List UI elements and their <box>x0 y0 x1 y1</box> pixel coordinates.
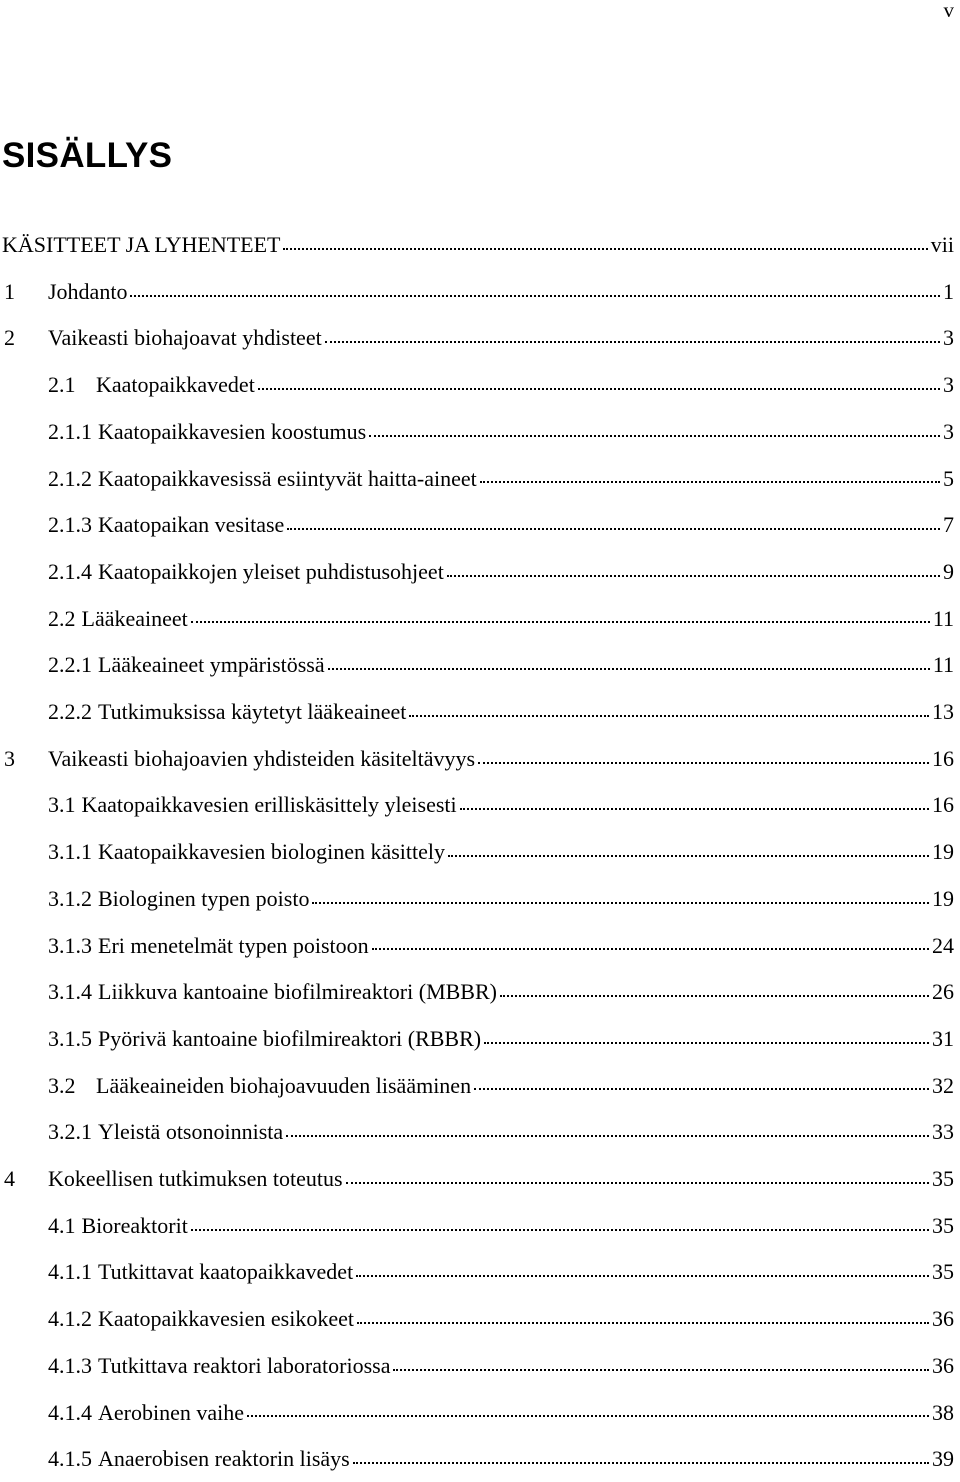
toc-entry[interactable] <box>0 876 960 922</box>
toc-entry[interactable] <box>0 409 960 455</box>
dot-leader <box>328 650 930 672</box>
toc-entry-page: 39 <box>932 1446 954 1472</box>
dot-leader <box>325 323 940 345</box>
toc-entry[interactable] <box>0 969 960 1015</box>
toc-entry-page: 19 <box>932 885 954 911</box>
toc-entry-page: 7 <box>943 512 954 538</box>
toc-entry[interactable] <box>0 502 960 548</box>
toc-entry-number: 2.1.4 <box>48 558 92 584</box>
toc-entry-number: 3.2 <box>48 1072 76 1098</box>
toc-entry-title: Bioreaktorit <box>81 1212 188 1238</box>
toc-entry-number: 4.1 <box>48 1212 76 1238</box>
toc-entry-page: 36 <box>932 1352 954 1378</box>
toc-entry-page: 31 <box>932 1025 954 1051</box>
toc-entry-title: Anaerobisen reaktorin lisäys <box>98 1446 350 1472</box>
toc-entry-page: 35 <box>932 1212 954 1238</box>
toc-entry-title: Kaatopaikkavesien biologinen käsittely <box>98 839 446 865</box>
toc-entry-number: 4.1.4 <box>48 1399 92 1425</box>
dot-leader <box>448 837 929 859</box>
toc-entry-title: Tutkittava reaktori laboratoriossa <box>98 1352 391 1378</box>
toc-entry-number: 4 <box>4 1166 15 1191</box>
page-title: SISÄLLYS <box>2 136 173 175</box>
dot-leader <box>312 884 929 906</box>
toc-entry-number: 2.1 <box>48 372 76 398</box>
toc-entry[interactable] <box>0 1249 960 1295</box>
toc-entry-number: 2.2.2 <box>48 699 92 724</box>
toc-entry-page: 38 <box>932 1399 954 1425</box>
toc-entry-number: 2.2 <box>48 605 76 631</box>
toc-entry-title: Tutkimuksissa käytetyt lääkeaineet <box>98 699 407 724</box>
toc-entry-page: 5 <box>943 465 954 491</box>
toc-entry[interactable] <box>0 1390 960 1436</box>
toc-entry-page: 16 <box>932 745 954 771</box>
toc-entry-title: Kaatopaikkavesien erilliskäsittely yleisesti <box>81 792 457 818</box>
dot-leader <box>247 1398 929 1420</box>
toc-entry-page: 11 <box>932 652 954 678</box>
toc-entry-title: Yleistä otsonoinnista <box>98 1119 284 1145</box>
toc-entry-page: 13 <box>932 699 954 724</box>
toc-entry-number: 3.1 <box>48 792 76 818</box>
toc-entry[interactable] <box>0 315 960 361</box>
toc-entry-page: 24 <box>932 932 954 958</box>
toc-entry[interactable] <box>0 222 960 268</box>
toc-entry-number: 2.1.2 <box>48 465 92 491</box>
toc-entry-title: Johdanto <box>48 278 128 304</box>
toc-entry-page: 3 <box>943 418 954 444</box>
dot-leader <box>191 1211 929 1233</box>
toc-entry-title: Vaikeasti biohajoavien yhdisteiden käsiteltävyys <box>48 745 476 771</box>
toc-entry-number: 3.2.1 <box>48 1119 92 1145</box>
toc-entry[interactable] <box>0 1063 960 1109</box>
dot-leader <box>484 1024 929 1046</box>
toc-entry[interactable] <box>0 549 960 595</box>
toc-entry[interactable] <box>0 829 960 875</box>
toc-entry-title: Kaatopaikkojen yleiset puhdistusohjeet <box>98 558 444 584</box>
toc-entry[interactable] <box>0 782 960 828</box>
toc-entry-title: Pyörivä kantoaine biofilmireaktori (RBBR) <box>98 1025 482 1051</box>
toc-entry[interactable] <box>0 736 960 782</box>
toc-entry-page: 11 <box>932 605 954 631</box>
toc-entry[interactable] <box>0 1016 960 1062</box>
toc-entry-number: 3.1.3 <box>48 932 92 958</box>
toc-entry[interactable] <box>0 1296 960 1342</box>
toc-entry-number: 2.2.1 <box>48 652 92 678</box>
dot-leader <box>409 697 929 719</box>
toc-entry-title: Kaatopaikan vesitase <box>98 512 285 538</box>
dot-leader <box>480 464 940 486</box>
dot-leader <box>460 790 929 812</box>
dot-leader <box>447 557 940 579</box>
toc-entry-number: 2.1.1 <box>48 418 92 444</box>
dot-leader <box>258 370 940 392</box>
toc-entry-title: Kokeellisen tutkimuksen toteutus <box>48 1166 343 1191</box>
toc-entry-title: Aerobinen vaihe <box>98 1399 244 1425</box>
dot-leader <box>353 1444 929 1466</box>
toc-entry[interactable] <box>0 1109 960 1155</box>
toc-entry[interactable] <box>0 923 960 969</box>
toc-entry[interactable] <box>0 362 960 408</box>
toc-entry-number: 4.1.3 <box>48 1352 92 1378</box>
toc-entry-number: 3 <box>4 745 15 771</box>
toc-entry-page: 33 <box>932 1119 954 1145</box>
dot-leader <box>500 977 929 999</box>
toc-entry-number: 3.1.5 <box>48 1025 92 1051</box>
toc-entry-title: Tutkittavat kaatopaikkavedet <box>98 1259 354 1285</box>
toc-entry[interactable] <box>0 1343 960 1389</box>
dot-leader <box>191 604 930 626</box>
toc-entry-number: 4.1.2 <box>48 1306 92 1332</box>
toc-entry-number: 2 <box>4 325 15 351</box>
toc-entry-title: Eri menetelmät typen poistoon <box>98 932 369 958</box>
dot-leader <box>372 931 929 953</box>
dot-leader <box>356 1257 929 1279</box>
toc-entry-page: 1 <box>943 278 954 304</box>
toc-entry-title: Kaatopaikkavedet <box>96 372 255 398</box>
toc-entry-title: Kaatopaikkavesissä esiintyvät haitta-aineet <box>98 465 477 491</box>
toc-entry-number: 3.1.2 <box>48 885 92 911</box>
toc-entry-page: 16 <box>932 792 954 818</box>
dot-leader <box>346 1164 929 1186</box>
toc-entry-page: 9 <box>943 558 954 584</box>
toc-entry[interactable] <box>0 1436 960 1482</box>
toc-entry-page: 35 <box>932 1259 954 1285</box>
dot-leader <box>130 277 940 299</box>
toc-entry-page: 3 <box>943 325 954 351</box>
toc-entry-number: 4.1.5 <box>48 1446 92 1472</box>
toc-entry-number: 2.1.3 <box>48 512 92 538</box>
page-number: v <box>943 0 954 22</box>
toc-entry-title: Vaikeasti biohajoavat yhdisteet <box>48 325 322 351</box>
toc-entry-title: KÄSITTEET JA LYHENTEET <box>2 232 281 257</box>
dot-leader <box>283 230 927 252</box>
toc-entry-title: Kaatopaikkavesien koostumus <box>98 418 367 444</box>
dot-leader <box>474 1071 929 1093</box>
toc-entry[interactable] <box>0 1156 960 1202</box>
toc-entry-title: Biologinen typen poisto <box>98 885 310 911</box>
toc-entry-number: 4.1.1 <box>48 1259 92 1285</box>
dot-leader <box>369 417 940 439</box>
dot-leader <box>286 1117 929 1139</box>
dot-leader <box>287 510 940 532</box>
dot-leader <box>357 1304 929 1326</box>
toc-entry[interactable] <box>0 1203 960 1249</box>
toc-entry-page: 19 <box>932 839 954 865</box>
toc-entry-number: 1 <box>4 278 15 304</box>
toc-entry[interactable] <box>0 269 960 315</box>
toc-entry-title: Liikkuva kantoaine biofilmireaktori (MBBR) <box>98 979 497 1005</box>
toc-entry-page: vii <box>930 232 954 257</box>
toc-entry-page: 26 <box>932 979 954 1005</box>
toc-entry-number: 3.1.4 <box>48 979 92 1005</box>
toc-entry[interactable] <box>0 596 960 642</box>
toc-entry[interactable] <box>0 689 960 735</box>
toc-entry-page: 32 <box>932 1072 954 1098</box>
toc-entry-number: 3.1.1 <box>48 839 92 865</box>
toc-entry-page: 36 <box>932 1306 954 1332</box>
dot-leader <box>478 744 929 766</box>
toc-entry-page: 35 <box>932 1166 954 1191</box>
toc-entry-title: Lääkeaineet ympäristössä <box>98 652 325 678</box>
toc-entry-title: Kaatopaikkavesien esikokeet <box>98 1306 354 1332</box>
toc-entry[interactable] <box>0 456 960 502</box>
toc-entry[interactable] <box>0 642 960 688</box>
toc-entry-page: 3 <box>943 372 954 398</box>
dot-leader <box>393 1351 929 1373</box>
toc-entry-title: Lääkeaineet <box>81 605 188 631</box>
toc-entry-title: Lääkeaineiden biohajoavuuden lisääminen <box>96 1072 472 1098</box>
